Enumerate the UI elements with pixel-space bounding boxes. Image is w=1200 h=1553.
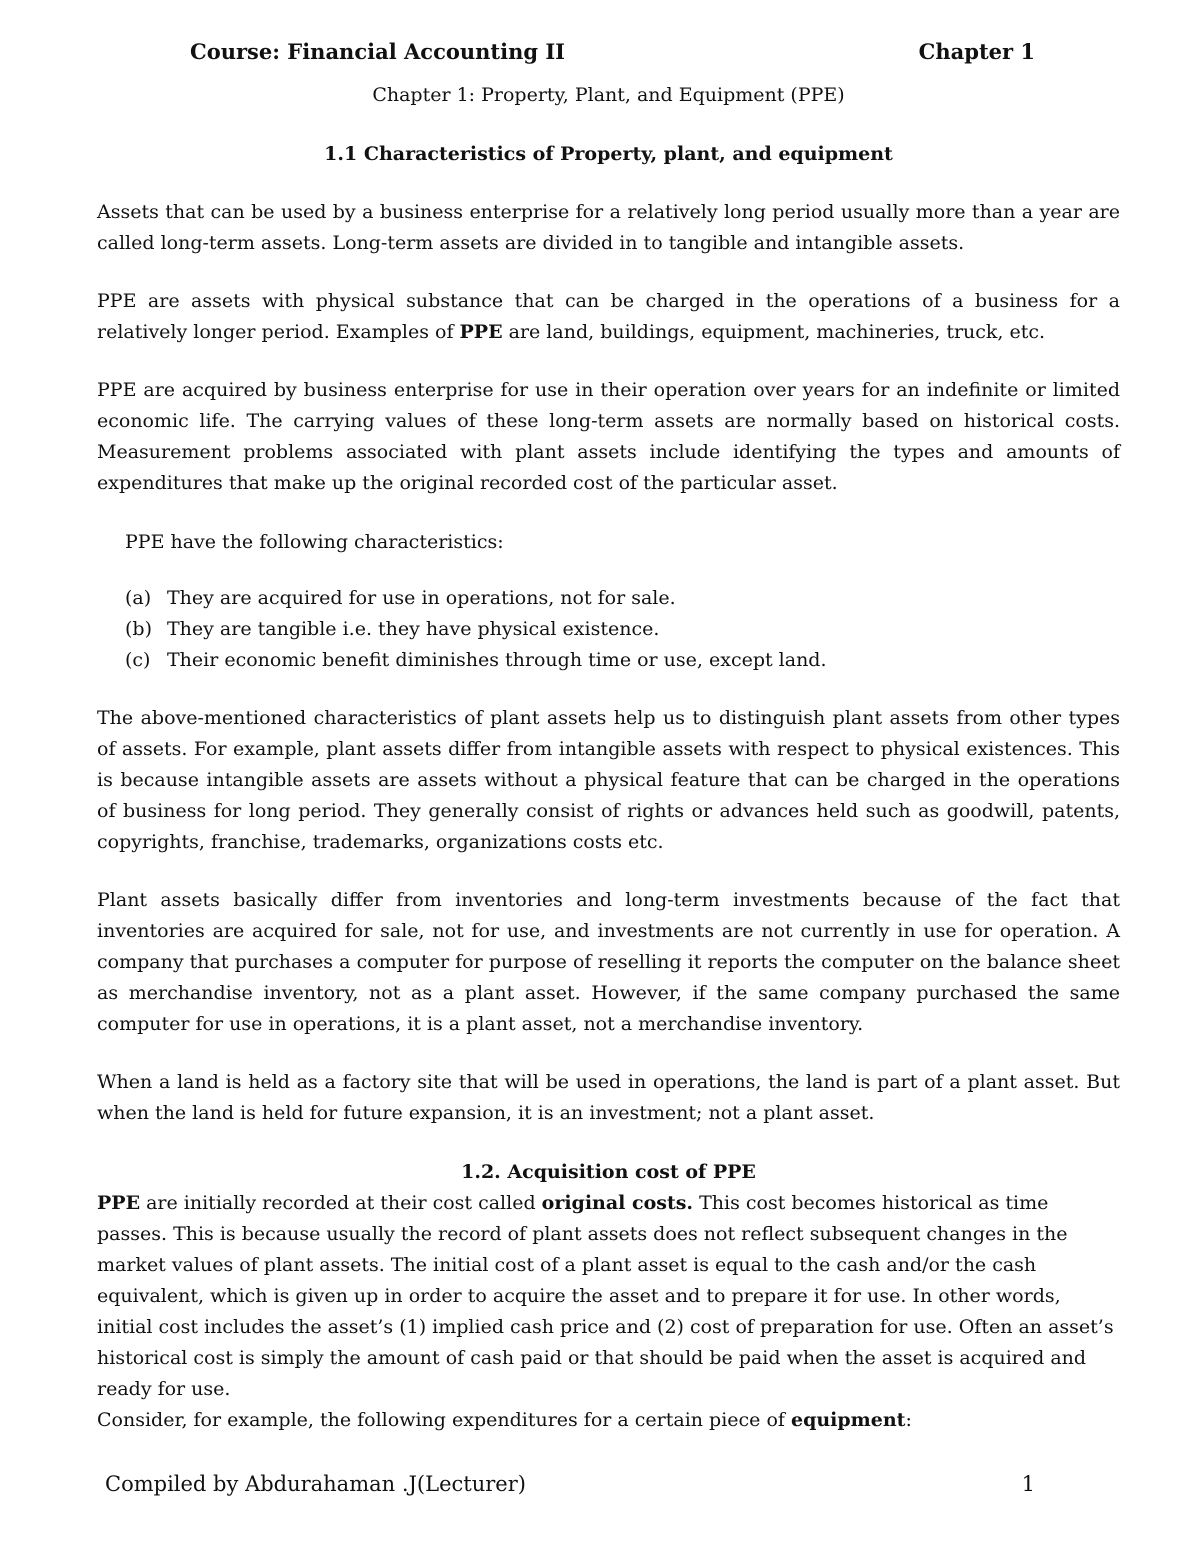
course-title: Course: Financial Accounting II — [190, 39, 565, 64]
chapter-title: Chapter 1: Property, Plant, and Equipment (PPE) — [372, 84, 845, 106]
list-marker: (a) — [125, 587, 152, 609]
list-marker: (b) — [125, 618, 152, 640]
page-number: 1 — [1021, 1472, 1035, 1496]
list-item — [125, 614, 1120, 645]
list-item-text: Their economic benefit diminishes through time or use, except land. — [167, 649, 827, 671]
compiled-by: Compiled by Abdurahaman .J(Lecturer) — [105, 1472, 526, 1496]
paragraph-land-usage: When a land is held as a factory site that will be used in operations, the land is part of a plant asset. But when the land is held for future expansion, it is an investment; not a plant asset. — [97, 1071, 1120, 1124]
list-marker: (c) — [125, 649, 151, 671]
paragraph-long-term-assets: Assets that can be used by a business enterprise for a relatively long period usually more than a year are called long-term assets. Long-term assets are divided in to tangible and intangible assets. — [97, 201, 1120, 254]
bold-text: PPE — [97, 1192, 141, 1214]
list-item-text: They are tangible i.e. they have physical existence. — [167, 618, 660, 640]
document-page — [97, 32, 1120, 1436]
paragraph-inventories-investments: Plant assets basically differ from inventories and long-term investments because of the fact that inventories are acquired for sale, not for use, and investments are not currently in use for operation. A company that purchases a computer for purpose of reselling it reports the computer on the balance sheet as merchandise inventory, not as a plant asset. However, if the same company purchased the same computer for use in operations, it is a plant asset, not a merchandise inventory. — [97, 889, 1120, 1035]
text-run: PPE are assets with physical substance that can be charged in the operations of a business for a relatively longer period. Examples of — [97, 290, 1120, 343]
text-run: This cost becomes historical as time passes. This is because usually the record of plant assets does not reflect subsequent changes in the market values of plant assets. The initial cost of a plant asset is equal to the cash and/or the cash equivalent, which is given up in order to acquire the asset and to prepare it for use. In other words, initial cost includes the asset’s (1) implied cash price and (2) cost of preparation for use. Often an asset’s historical cost is simply the amount of cash paid or that should be paid when the asset is acquired and ready for use. — [97, 1192, 1114, 1400]
paragraph-ppe-definition — [97, 286, 1120, 348]
characteristics-list — [97, 583, 1120, 676]
list-item-text: They are acquired for use in operations, not for sale. — [167, 587, 676, 609]
text-run: : — [905, 1409, 912, 1431]
header-chapter-label: Chapter 1 — [918, 39, 1035, 64]
bold-text: PPE — [459, 321, 503, 343]
paragraph-ppe-acquired: PPE are acquired by business enterprise for use in their operation over years for an indefinite or limited economic life. The carrying values of these long-term assets are normally based on historical costs. Measurement problems associated with plant assets include identifying the types and amounts of expenditures that make up the original recorded cost of the particular asset. — [97, 379, 1120, 494]
section-1-1-title: 1.1 Characteristics of Property, plant, and equipment — [324, 143, 893, 165]
list-item — [125, 583, 1120, 614]
paragraph-distinguish-plant-assets: The above-mentioned characteristics of plant assets help us to distinguish plant assets from other types of assets. For example, plant assets differ from intangible assets with respect to physical existences. This is because intangible assets are assets without a physical feature that can be charged in the operations of business for long period. They generally consist of rights or advances held such as goodwill, patents, copyrights, franchise, trademarks, organizations costs etc. — [97, 707, 1120, 853]
paragraph-equipment-example — [97, 1405, 1120, 1436]
text-run: are initially recorded at their cost called — [140, 1192, 542, 1214]
section-1-2-title: 1.2. Acquisition cost of PPE — [461, 1161, 756, 1183]
bold-text: equipment — [790, 1409, 906, 1431]
characteristics-intro: PPE have the following characteristics: — [125, 531, 504, 553]
page-header — [97, 32, 1120, 70]
text-run: Consider, for example, the following expenditures for a certain piece of — [97, 1409, 791, 1431]
text-run: are land, buildings, equipment, machineries, truck, etc. — [502, 321, 1046, 343]
list-item — [125, 645, 1120, 676]
page-footer — [105, 1472, 1035, 1504]
paragraph-original-costs — [97, 1188, 1120, 1405]
bold-text: original costs. — [541, 1192, 694, 1214]
